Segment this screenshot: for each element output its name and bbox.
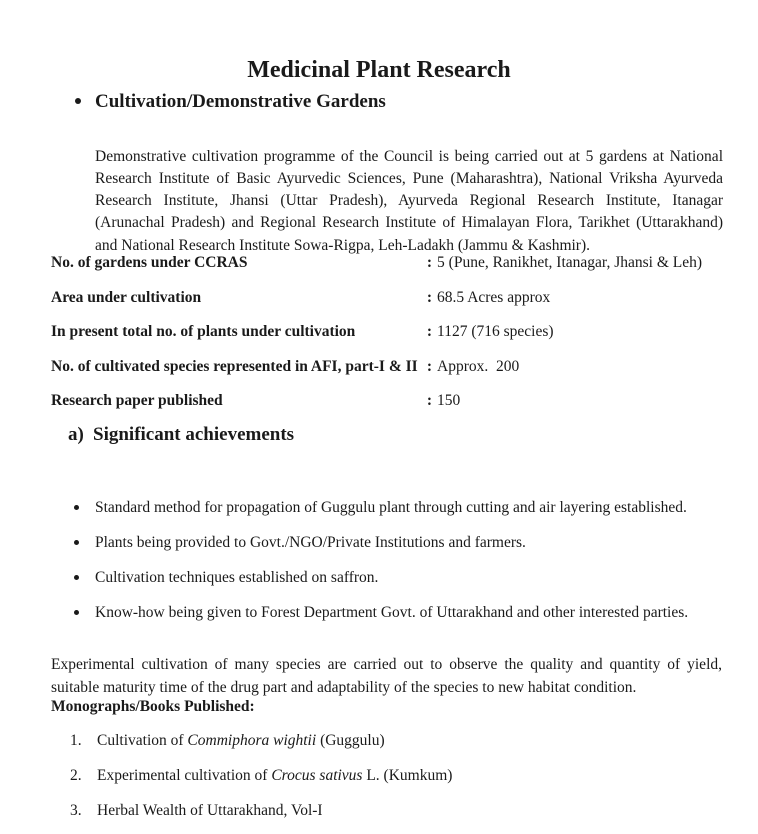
stat-label: No. of cultivated species represented in AFI, part-I & II (51, 357, 418, 375)
stat-label: No. of gardens under CCRAS (51, 254, 248, 271)
list-item-text: Herbal Wealth of Uttarakhand, Vol-I (97, 802, 323, 819)
list-item-number: 3. (70, 802, 82, 819)
list-item-number: 2. (70, 767, 82, 784)
list-item-latin-name: Crocus sativus (271, 767, 363, 784)
stat-colon: : (426, 392, 433, 409)
list-item (70, 730, 720, 751)
subsection-heading-achievements (68, 423, 294, 446)
section-heading-label: Cultivation/Demonstrative Gardens (95, 91, 386, 112)
stat-label: Area under cultivation (51, 288, 202, 306)
list-item-text: (Guggulu) (316, 732, 385, 749)
stat-row-species-afi (51, 356, 738, 377)
list-item-text: Plants being provided to Govt./NGO/Private Institutions and farmers. (95, 534, 526, 551)
monograph-list (70, 730, 720, 834)
list-item (95, 497, 725, 518)
list-item-text: Know-how being given to Forest Department Govt. of Uttarakhand and other interested parties. (95, 604, 689, 621)
list-item-number: 1. (70, 732, 82, 749)
stat-value: 68.5 Acres approx (437, 288, 551, 306)
section-heading-cultivation (75, 90, 386, 113)
bullet-icon (74, 505, 79, 510)
page-title: Medicinal Plant Research (247, 57, 511, 84)
stat-value: 5 (Pune, Ranikhet, Itanagar, Jhansi & Leh) (437, 254, 703, 271)
bullet-icon (74, 610, 79, 615)
list-item-latin-name: Commiphora wightii (187, 732, 317, 749)
intro-paragraph: Demonstrative cultivation programme of the Council is being carried out at 5 gardens at National Research Institute of Basic Ayurvedic Sciences, Pune (Maharashtra), National Vriksha Ayurveda Research Institute, Jhansi (Uttar Pradesh), Ayurveda Regional Research Institute, Itanagar (Arunachal Pradesh) and Regional Research Institute of Himalayan Flora, Tarikhet (Uttarakhand) and National Research Institute Sowa-Rigpa, Leh-Ladakh (Jammu & Kashmir). (95, 147, 723, 254)
stat-colon: : (426, 254, 433, 271)
stat-label: Research paper published (51, 392, 223, 409)
stat-row-plants (51, 321, 738, 342)
stat-colon: : (426, 323, 433, 340)
stat-value: Approx. 200 (437, 357, 520, 375)
achievements-list (95, 497, 725, 637)
list-item-text: Cultivation of (97, 732, 188, 749)
stat-row-gardens (51, 252, 738, 273)
bullet-icon (75, 98, 81, 104)
list-item-text: Cultivation techniques established on saffron. (95, 569, 379, 586)
list-item (95, 567, 725, 588)
monographs-heading: Monographs/Books Published: (51, 698, 255, 715)
list-item (95, 602, 725, 623)
closing-paragraph: Experimental cultivation of many species are carried out to observe the quality and quantity of yield, suitable maturity time of the drug part and adaptability of the species to new habitat condition. (51, 655, 722, 696)
list-item (95, 532, 725, 553)
stat-value: 1127 (716 species) (437, 323, 554, 340)
stat-row-area (51, 287, 738, 308)
list-item (70, 800, 720, 821)
stat-colon: : (426, 357, 433, 375)
bullet-icon (74, 540, 79, 545)
stat-row-papers (51, 390, 738, 411)
stat-value: 150 (437, 392, 461, 409)
list-item-text: Standard method for propagation of Guggulu plant through cutting and air layering established. (95, 499, 687, 516)
list-item-text: Experimental cultivation of (97, 767, 272, 784)
subsection-marker: a) (68, 424, 84, 445)
list-item-text: L. (Kumkum) (362, 767, 453, 784)
subsection-heading-label: Significant achievements (93, 424, 295, 445)
bullet-icon (74, 575, 79, 580)
stat-label: In present total no. of plants under cultivation (51, 323, 356, 340)
stat-colon: : (426, 288, 433, 306)
list-item (70, 765, 720, 786)
stats-block (51, 252, 738, 425)
